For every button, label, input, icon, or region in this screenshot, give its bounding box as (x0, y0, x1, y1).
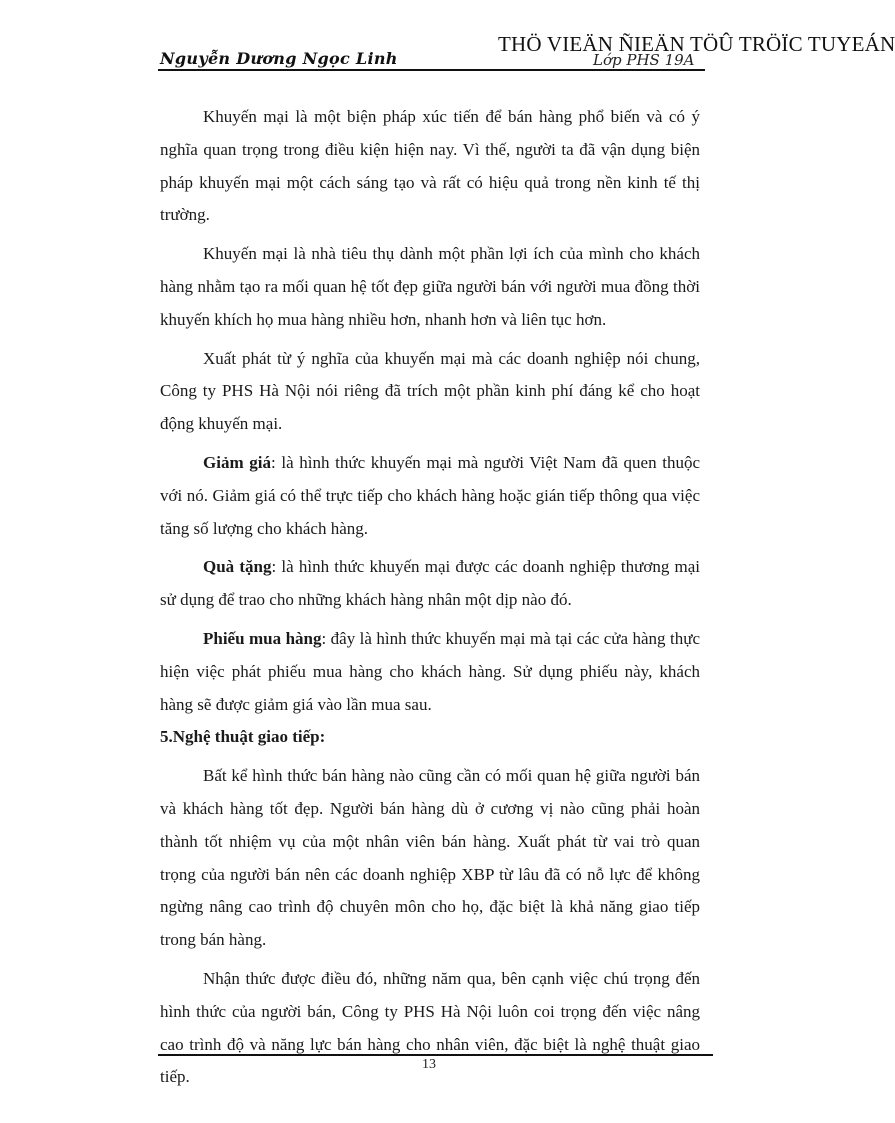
header-rule (158, 69, 705, 71)
gift-text: : là hình thức khuyến mại được các doanh nghiệp thương mại sử dụng để trao cho những khách hàng nhân một dịp nào đó. (160, 557, 701, 610)
section-heading: 5.Nghệ thuật giao tiếp: (160, 727, 326, 747)
paragraph-promotion-intro: Khuyến mại là một biện pháp xúc tiến để bán hàng phổ biến và có ý nghĩa quan trọng trong điều kiện hiện nay. Vì thế, người ta đã vận dụng biện pháp khuyến mại một cách sáng tạo và rất có hiệu quả trong nền kinh tế thị trường. (160, 107, 700, 225)
discount-term: Giảm giá (203, 452, 271, 472)
voucher-text: : đây là hình thức khuyến mại mà tại các cửa hàng thực hiện việc phát phiếu mua hàng cho khách hàng. Sử dụng phiếu này, khách hàng sẽ được giảm giá vào lần mua sau. (160, 628, 700, 714)
gift-term: Quà tặng (203, 557, 272, 577)
paragraph-gift (160, 551, 700, 617)
paragraph-communication-focus: Nhận thức được điều đó, những năm qua, bên cạnh việc chú trọng đến hình thức của người bán, Công ty PHS Hà Nội luôn coi trọng đến việc nâng cao trình độ và năng lực bán hàng cho nhân viên, đặc biệt là nghệ thuật giao tiếp. (160, 968, 700, 1087)
library-watermark: THÖ VIEÄN ÑIEÄN TÖÛ TRÖÏC TUYEÁN (498, 32, 895, 56)
voucher-term: Phiếu mua hàng (203, 628, 322, 648)
document-body (160, 101, 700, 1094)
page-number: 13 (422, 1057, 436, 1072)
footer-rule (158, 1054, 713, 1056)
paragraph-promotion-benefit: Khuyến mại là nhà tiêu thụ dành một phần lợi ích của mình cho khách hàng nhằm tạo ra mối quan hệ tốt đẹp giữa người bán với người mua đồng thời khuyến khích họ mua hàng nhiều hơn, nhanh hơn và liên tục hơn. (160, 244, 700, 329)
discount-text: : là hình thức khuyến mại mà người Việt Nam đã quen thuộc với nó. Giảm giá có thể trực tiếp cho khách hàng hoặc gián tiếp thông qua việc tăng số lượng cho khách hàng. (160, 452, 700, 538)
paragraph-communication: Bất kể hình thức bán hàng nào cũng cần có mối quan hệ giữa người bán và khách hàng tốt đẹp. Người bán hàng dù ở cương vị nào cũng phải hoàn thành tốt nhiệm vụ của một nhân viên bán hàng. Xuất phát từ vai trò quan trọng của người bán nên các doanh nghiệp XBP từ lâu đã có nỗ lực để không ngừng nâng cao trình độ chuyên môn cho họ, đặc biệt là khả năng giao tiếp trong bán hàng. (160, 766, 700, 950)
author-name: Nguyễn Dương Ngọc Linh (160, 49, 398, 68)
paragraph-promotion-budget: Xuất phát từ ý nghĩa của khuyến mại mà các doanh nghiệp nói chung, Công ty PHS Hà Nội nói riêng đã trích một phần kinh phí đáng kể cho hoạt động khuyến mại. (160, 348, 700, 434)
class-label: Lớp PHS 19A (593, 51, 695, 69)
paragraph-discount (160, 447, 700, 545)
paragraph-voucher (160, 623, 700, 721)
